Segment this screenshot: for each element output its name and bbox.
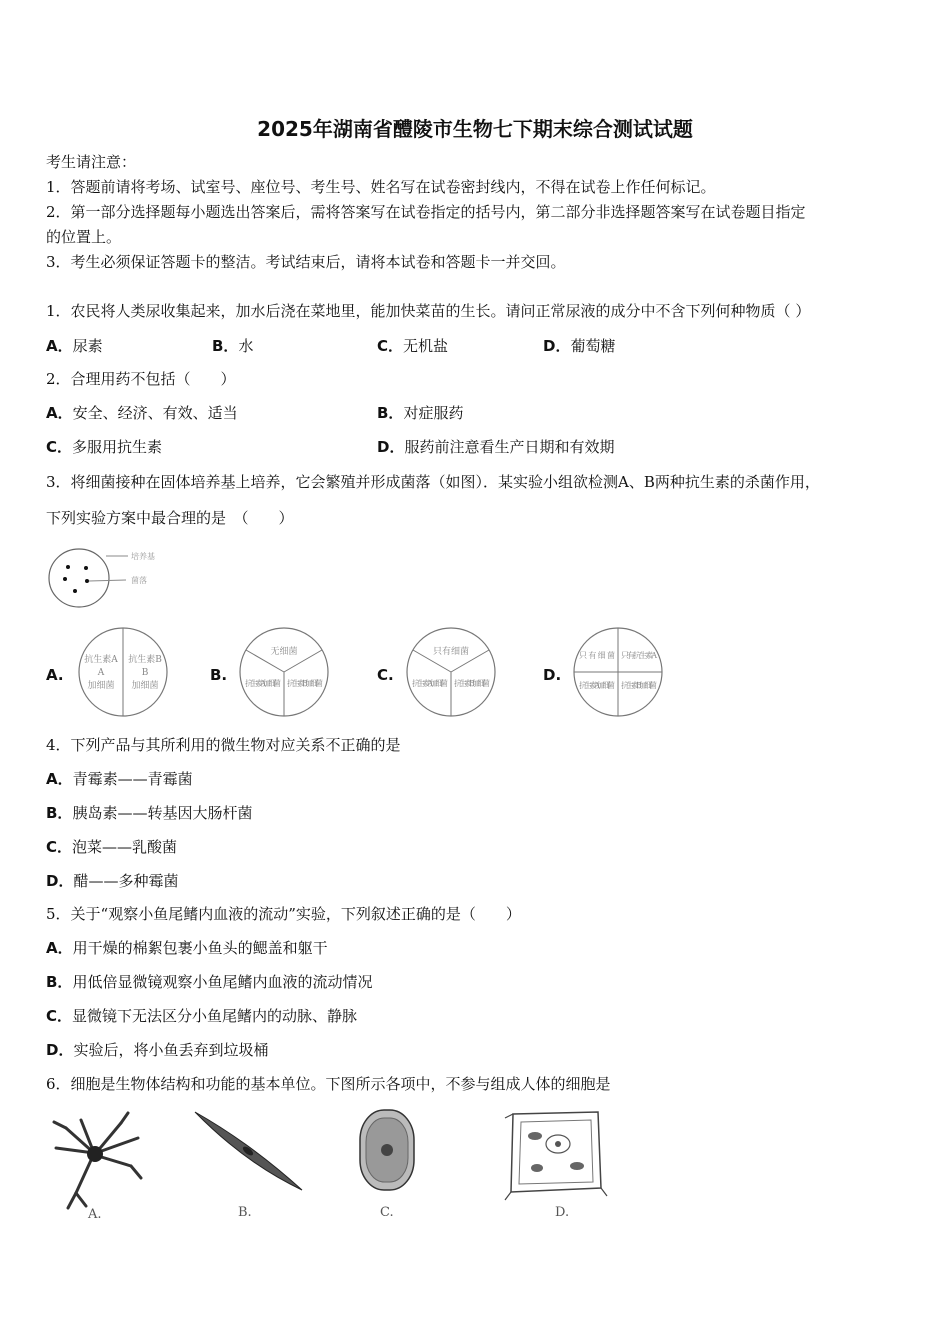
q1-option-b: B．水 <box>212 337 254 355</box>
q4-option-c: C．泡菜——乳酸菌 <box>46 838 178 856</box>
q3-option-d-dish <box>572 626 664 718</box>
svg-text:加细菌: 加细菌 <box>131 681 159 691</box>
question-3-stem-cont: 下列实验方案中最合理的是 （ ） <box>46 509 294 527</box>
q2-option-b: B．对症服药 <box>377 404 464 422</box>
svg-text:抗生素B加细菌: 抗生素B加细菌 <box>287 679 323 688</box>
question-1-stem: 1．农民将人类尿收集起来，加水后浇在菜地里，能加快菜苗的生长。请问正常尿液的成分中不含下列何种物质（ ） <box>46 302 811 320</box>
notice-item: 2．第一部分选择题每小题选出答案后，需将答案写在试卷指定的括号内，第二部分非选择题答案写在试卷题目指定 <box>46 203 806 221</box>
q5-option-b: B．用低倍显微镜观察小鱼尾鳍内血液的流动情况 <box>46 973 373 991</box>
q3-option-b-label: B. <box>210 666 228 684</box>
label-colony: 菌落 <box>131 576 147 585</box>
q1-option-c: C．无机盐 <box>377 337 449 355</box>
notice-item: 1．答题前请将考场、试室号、座位号、考生号、姓名写在试卷密封线内，不得在试卷上作任何标记。 <box>46 178 716 196</box>
egg-cell-figure <box>352 1104 422 1219</box>
svg-text:抗生素A加细菌: 抗生素A加细菌 <box>412 679 448 688</box>
q3-option-c-dish <box>405 626 497 718</box>
q4-option-b: B．胰岛素——转基因大肠杆菌 <box>46 804 253 822</box>
question-2-stem: 2．合理用药不包括（ ） <box>46 370 236 388</box>
q2-option-d: D．服药前注意看生产日期和有效期 <box>377 438 615 456</box>
q3-option-b-dish <box>238 626 330 718</box>
neuron-cell-figure <box>46 1108 146 1223</box>
q3-option-c-label: C. <box>377 666 394 684</box>
svg-text:C.: C. <box>380 1205 394 1219</box>
svg-text:加细菌: 加细菌 <box>87 681 115 691</box>
svg-text:抗生素B加细菌: 抗生素B加细菌 <box>454 679 490 688</box>
q4-option-d: D．醋——多种霉菌 <box>46 872 179 890</box>
svg-text:抗生素B加细菌: 抗生素B加细菌 <box>621 681 657 690</box>
q2-option-a: A．安全、经济、有效、适当 <box>46 404 238 422</box>
q3-option-a-dish <box>77 626 169 718</box>
svg-text:B: B <box>141 668 149 678</box>
notice-item: 3．考生必须保证答题卡的整洁。考试结束后，请将本试卷和答题卡一并交回。 <box>46 253 566 271</box>
q2-option-c: C．多服用抗生素 <box>46 438 163 456</box>
q5-option-a: A．用干燥的棉絮包裹小鱼头的鳃盖和躯干 <box>46 939 328 957</box>
svg-text:无细菌: 无细菌 <box>270 647 298 657</box>
q5-option-c: C．显微镜下无法区分小鱼尾鳍内的动脉、静脉 <box>46 1007 358 1025</box>
muscle-cell-figure <box>190 1108 310 1223</box>
svg-text:B.: B. <box>238 1205 252 1220</box>
question-4-stem: 4．下列产品与其所利用的微生物对应关系不正确的是 <box>46 736 401 754</box>
notice-item: 的位置上。 <box>46 228 122 246</box>
culture-dish-figure <box>46 544 186 610</box>
label-medium: 培养基 <box>131 552 155 561</box>
svg-text:抗生素A加细菌: 抗生素A加细菌 <box>245 679 281 688</box>
svg-text:A.: A. <box>88 1207 102 1222</box>
svg-text:抗生素A加细菌: 抗生素A加细菌 <box>579 681 615 690</box>
svg-text:A: A <box>97 668 105 678</box>
svg-text:只有抗生素A: 只有抗生素A <box>621 651 657 660</box>
question-3-stem: 3．将细菌接种在固体培养基上培养，它会繁殖并形成菌落（如图）．某实验小组欲检测A、B两种抗生素的杀菌作用， <box>46 473 820 491</box>
q4-option-a: A．青霉素——青霉菌 <box>46 770 193 788</box>
q3-option-d-label: D. <box>543 666 562 684</box>
q1-option-a: A．尿素 <box>46 337 103 355</box>
page-title: 2025年湖南省醴陵市生物七下期末综合测试试题 <box>257 117 693 141</box>
question-5-stem: 5．关于“观察小鱼尾鳍内血液的流动”实验，下列叙述正确的是（ ） <box>46 905 521 923</box>
svg-text:只有细菌: 只有细菌 <box>432 647 470 657</box>
question-6-stem: 6．细胞是生物体结构和功能的基本单位。下图所示各项中，不参与组成人体的细胞是 <box>46 1075 611 1093</box>
svg-text:只有细菌: 只有细菌 <box>579 651 615 660</box>
notice-heading: 考生请注意： <box>46 153 137 171</box>
plant-cell-figure <box>503 1106 608 1221</box>
q3-option-a-label: A. <box>46 666 64 684</box>
svg-text:抗生素A: 抗生素A <box>84 655 118 665</box>
svg-text:抗生素B: 抗生素B <box>128 655 162 665</box>
q5-option-d: D．实验后，将小鱼丢弃到垃圾桶 <box>46 1041 269 1059</box>
q1-option-d: D．葡萄糖 <box>543 337 616 355</box>
svg-text:D.: D. <box>555 1205 570 1220</box>
